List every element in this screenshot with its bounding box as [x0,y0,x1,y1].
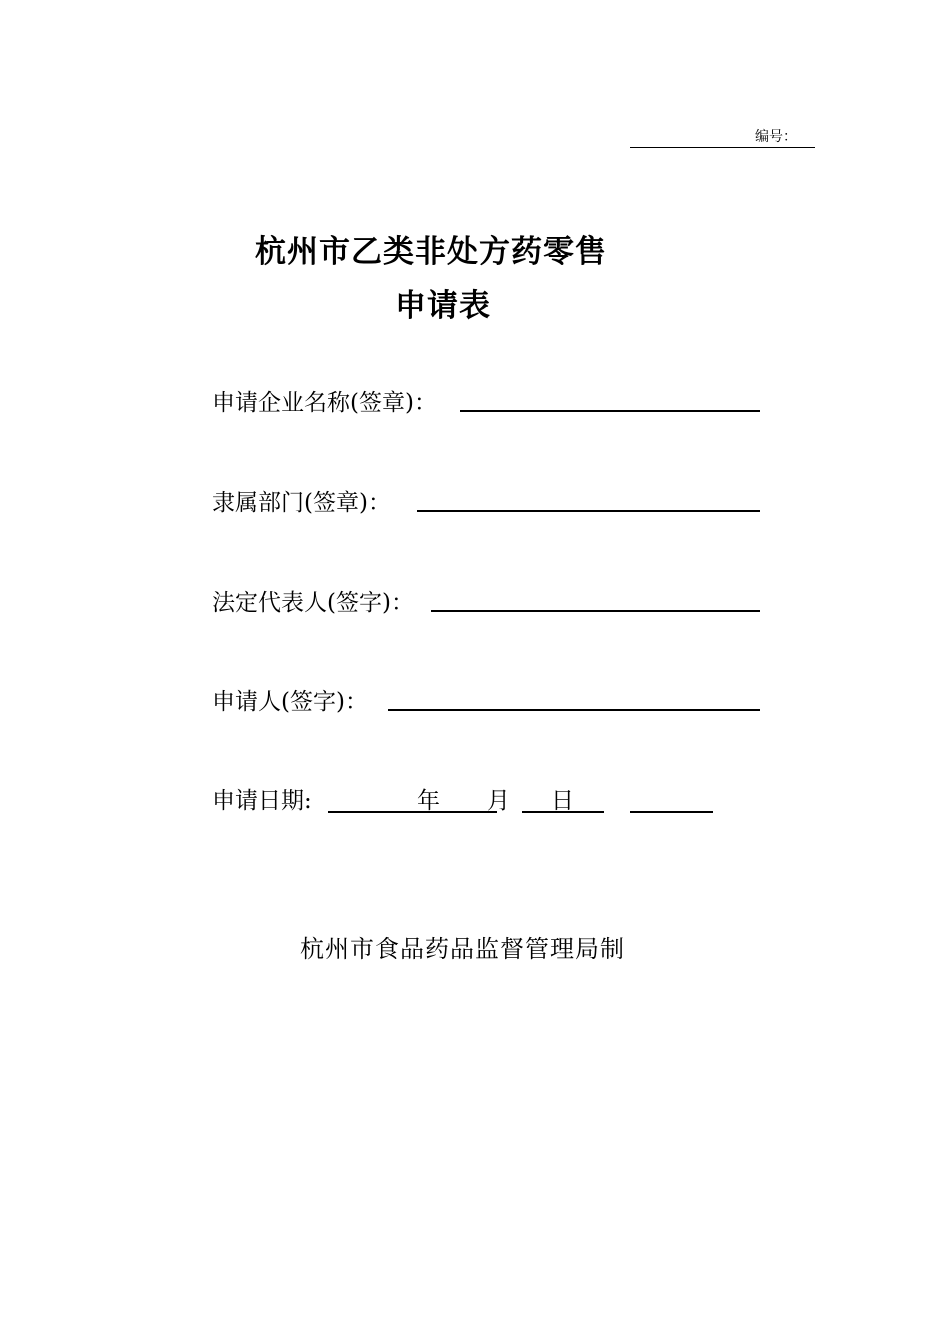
legal-rep-signature-line[interactable] [431,610,760,612]
application-date-row [212,782,732,812]
day-label: 日 [551,788,574,814]
form-title-line2: 申请表 [395,288,491,324]
form-title-line1: 杭州市乙类非处方药零售 [255,234,607,270]
company-name-row [212,384,762,414]
applicant-label: 申请人(签字)： [212,689,368,715]
legal-rep-row [212,584,762,614]
applicant-signature-line[interactable] [388,709,760,711]
company-name-signature-line[interactable] [460,410,760,412]
company-name-label: 申请企业名称(签章)： [212,390,437,416]
applicant-row [212,683,762,713]
department-row [212,484,762,514]
department-signature-line[interactable] [417,510,760,512]
serial-number-label: 编号： [755,129,797,145]
serial-number-field[interactable] [630,127,815,148]
issuing-authority: 杭州市食品药品监督管理局制 [300,935,625,963]
year-month-input-line[interactable] [328,811,497,813]
extra-date-line[interactable] [630,811,713,813]
month-label: 月 [487,788,510,814]
year-label: 年 [417,788,440,814]
department-label: 隶属部门(签章)： [212,490,391,516]
application-date-label: 申请日期: [212,788,312,814]
legal-rep-label: 法定代表人(签字)： [212,590,414,616]
